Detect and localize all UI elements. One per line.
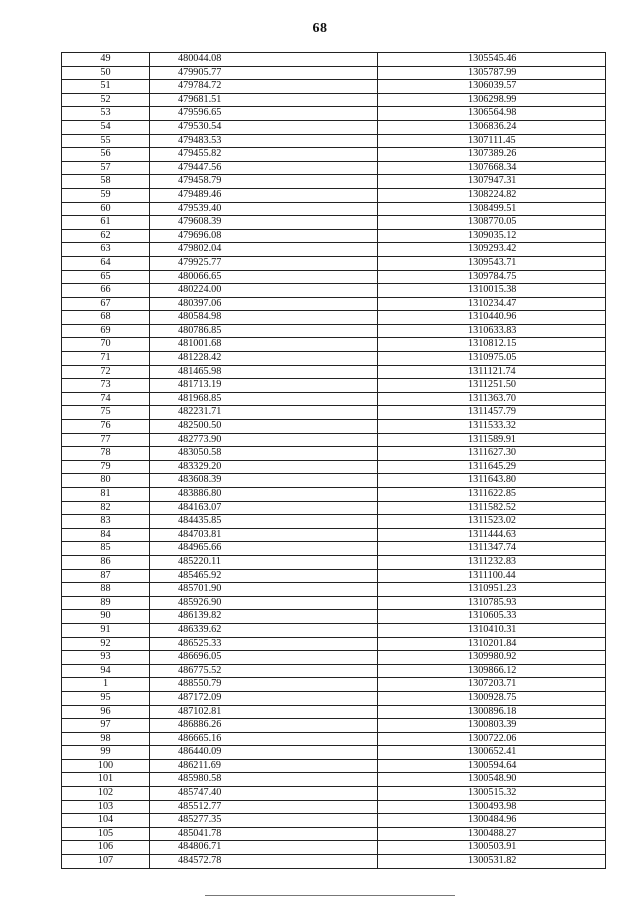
table-row bbox=[62, 691, 606, 705]
x-coordinate-cell: 479681.51 bbox=[150, 93, 378, 107]
point-number-cell: 78 bbox=[62, 447, 150, 461]
point-number-cell: 85 bbox=[62, 542, 150, 556]
y-coordinate-cell: 1311523.02 bbox=[378, 515, 606, 529]
point-number-cell: 63 bbox=[62, 243, 150, 257]
point-number-cell: 87 bbox=[62, 569, 150, 583]
table-row bbox=[62, 501, 606, 515]
table-row bbox=[62, 583, 606, 597]
table-row bbox=[62, 569, 606, 583]
x-coordinate-cell: 481713.19 bbox=[150, 379, 378, 393]
point-number-cell: 65 bbox=[62, 270, 150, 284]
y-coordinate-cell: 1310633.83 bbox=[378, 324, 606, 338]
table-row bbox=[62, 379, 606, 393]
point-number-cell: 58 bbox=[62, 175, 150, 189]
x-coordinate-cell: 479596.65 bbox=[150, 107, 378, 121]
point-number-cell: 77 bbox=[62, 433, 150, 447]
table-row bbox=[62, 841, 606, 855]
point-number-cell: 51 bbox=[62, 80, 150, 94]
x-coordinate-cell: 480786.85 bbox=[150, 324, 378, 338]
y-coordinate-cell: 1311533.32 bbox=[378, 420, 606, 434]
table-row bbox=[62, 542, 606, 556]
point-number-cell: 75 bbox=[62, 406, 150, 420]
table-row bbox=[62, 515, 606, 529]
y-coordinate-cell: 1309866.12 bbox=[378, 664, 606, 678]
y-coordinate-cell: 1310234.47 bbox=[378, 297, 606, 311]
x-coordinate-cell: 488550.79 bbox=[150, 678, 378, 692]
table-row bbox=[62, 297, 606, 311]
x-coordinate-cell: 479483.53 bbox=[150, 134, 378, 148]
table-row bbox=[62, 705, 606, 719]
point-number-cell: 104 bbox=[62, 814, 150, 828]
point-number-cell: 86 bbox=[62, 555, 150, 569]
table-row bbox=[62, 284, 606, 298]
point-number-cell: 101 bbox=[62, 773, 150, 787]
x-coordinate-cell: 486339.62 bbox=[150, 623, 378, 637]
y-coordinate-cell: 1307389.26 bbox=[378, 148, 606, 162]
x-coordinate-cell: 482500.50 bbox=[150, 420, 378, 434]
y-coordinate-cell: 1311363.70 bbox=[378, 392, 606, 406]
table-row bbox=[62, 93, 606, 107]
table-row bbox=[62, 148, 606, 162]
point-number-cell: 102 bbox=[62, 787, 150, 801]
point-number-cell: 106 bbox=[62, 841, 150, 855]
table-row bbox=[62, 352, 606, 366]
y-coordinate-cell: 1311627.30 bbox=[378, 447, 606, 461]
x-coordinate-cell: 487102.81 bbox=[150, 705, 378, 719]
y-coordinate-cell: 1306564.98 bbox=[378, 107, 606, 121]
table-row bbox=[62, 120, 606, 134]
x-coordinate-cell: 481968.85 bbox=[150, 392, 378, 406]
table-row bbox=[62, 270, 606, 284]
point-number-cell: 95 bbox=[62, 691, 150, 705]
x-coordinate-cell: 480584.98 bbox=[150, 311, 378, 325]
point-number-cell: 61 bbox=[62, 216, 150, 230]
x-coordinate-cell: 480066.65 bbox=[150, 270, 378, 284]
x-coordinate-cell: 486139.82 bbox=[150, 610, 378, 624]
point-number-cell: 70 bbox=[62, 338, 150, 352]
x-coordinate-cell: 485747.40 bbox=[150, 787, 378, 801]
table-row bbox=[62, 433, 606, 447]
point-number-cell: 105 bbox=[62, 827, 150, 841]
point-number-cell: 72 bbox=[62, 365, 150, 379]
table-row bbox=[62, 623, 606, 637]
table-row bbox=[62, 759, 606, 773]
y-coordinate-cell: 1311444.63 bbox=[378, 528, 606, 542]
x-coordinate-cell: 486440.09 bbox=[150, 746, 378, 760]
table-row bbox=[62, 243, 606, 257]
x-coordinate-cell: 480397.06 bbox=[150, 297, 378, 311]
point-number-cell: 56 bbox=[62, 148, 150, 162]
point-number-cell: 99 bbox=[62, 746, 150, 760]
table-row bbox=[62, 256, 606, 270]
x-coordinate-cell: 479447.56 bbox=[150, 161, 378, 175]
y-coordinate-cell: 1311232.83 bbox=[378, 555, 606, 569]
table-row bbox=[62, 80, 606, 94]
x-coordinate-cell: 479608.39 bbox=[150, 216, 378, 230]
y-coordinate-cell: 1310201.84 bbox=[378, 637, 606, 651]
table-row bbox=[62, 365, 606, 379]
y-coordinate-cell: 1308770.05 bbox=[378, 216, 606, 230]
y-coordinate-cell: 1310015.38 bbox=[378, 284, 606, 298]
table-row bbox=[62, 827, 606, 841]
y-coordinate-cell: 1307668.34 bbox=[378, 161, 606, 175]
x-coordinate-cell: 483608.39 bbox=[150, 474, 378, 488]
x-coordinate-cell: 479455.82 bbox=[150, 148, 378, 162]
table-row bbox=[62, 800, 606, 814]
point-number-cell: 57 bbox=[62, 161, 150, 175]
y-coordinate-cell: 1307203.71 bbox=[378, 678, 606, 692]
point-number-cell: 81 bbox=[62, 488, 150, 502]
table-row bbox=[62, 175, 606, 189]
point-number-cell: 79 bbox=[62, 460, 150, 474]
point-number-cell: 76 bbox=[62, 420, 150, 434]
x-coordinate-cell: 486775.52 bbox=[150, 664, 378, 678]
y-coordinate-cell: 1309784.75 bbox=[378, 270, 606, 284]
y-coordinate-cell: 1311645.29 bbox=[378, 460, 606, 474]
coordinates-table bbox=[61, 52, 606, 869]
point-number-cell: 92 bbox=[62, 637, 150, 651]
table-row bbox=[62, 161, 606, 175]
x-coordinate-cell: 481465.98 bbox=[150, 365, 378, 379]
y-coordinate-cell: 1311582.52 bbox=[378, 501, 606, 515]
table-row bbox=[62, 311, 606, 325]
table-row bbox=[62, 420, 606, 434]
x-coordinate-cell: 486211.69 bbox=[150, 759, 378, 773]
y-coordinate-cell: 1310812.15 bbox=[378, 338, 606, 352]
table-row bbox=[62, 555, 606, 569]
point-number-cell: 80 bbox=[62, 474, 150, 488]
page-number: 68 bbox=[312, 21, 328, 36]
point-number-cell: 49 bbox=[62, 53, 150, 67]
table-row bbox=[62, 678, 606, 692]
x-coordinate-cell: 483329.20 bbox=[150, 460, 378, 474]
point-number-cell: 96 bbox=[62, 705, 150, 719]
y-coordinate-cell: 1300652.41 bbox=[378, 746, 606, 760]
x-coordinate-cell: 484572.78 bbox=[150, 855, 378, 869]
y-coordinate-cell: 1300493.98 bbox=[378, 800, 606, 814]
y-coordinate-cell: 1300503.91 bbox=[378, 841, 606, 855]
table-row bbox=[62, 488, 606, 502]
x-coordinate-cell: 484163.07 bbox=[150, 501, 378, 515]
point-number-cell: 84 bbox=[62, 528, 150, 542]
table-row bbox=[62, 528, 606, 542]
table-row bbox=[62, 66, 606, 80]
y-coordinate-cell: 1300803.39 bbox=[378, 719, 606, 733]
coordinates-table-body bbox=[62, 53, 606, 869]
y-coordinate-cell: 1310410.31 bbox=[378, 623, 606, 637]
table-row bbox=[62, 338, 606, 352]
point-number-cell: 83 bbox=[62, 515, 150, 529]
y-coordinate-cell: 1309293.42 bbox=[378, 243, 606, 257]
y-coordinate-cell: 1309980.92 bbox=[378, 651, 606, 665]
y-coordinate-cell: 1311251.50 bbox=[378, 379, 606, 393]
table-row bbox=[62, 746, 606, 760]
x-coordinate-cell: 479539.40 bbox=[150, 202, 378, 216]
y-coordinate-cell: 1309035.12 bbox=[378, 229, 606, 243]
table-row bbox=[62, 596, 606, 610]
point-number-cell: 103 bbox=[62, 800, 150, 814]
y-coordinate-cell: 1305787.99 bbox=[378, 66, 606, 80]
x-coordinate-cell: 483886.80 bbox=[150, 488, 378, 502]
x-coordinate-cell: 479489.46 bbox=[150, 188, 378, 202]
x-coordinate-cell: 479530.54 bbox=[150, 120, 378, 134]
x-coordinate-cell: 481001.68 bbox=[150, 338, 378, 352]
y-coordinate-cell: 1300531.82 bbox=[378, 855, 606, 869]
x-coordinate-cell: 485701.90 bbox=[150, 583, 378, 597]
y-coordinate-cell: 1310975.05 bbox=[378, 352, 606, 366]
table-row bbox=[62, 447, 606, 461]
table-row bbox=[62, 773, 606, 787]
table-row bbox=[62, 406, 606, 420]
x-coordinate-cell: 485220.11 bbox=[150, 555, 378, 569]
y-coordinate-cell: 1300484.96 bbox=[378, 814, 606, 828]
y-coordinate-cell: 1306298.99 bbox=[378, 93, 606, 107]
x-coordinate-cell: 484965.66 bbox=[150, 542, 378, 556]
point-number-cell: 73 bbox=[62, 379, 150, 393]
y-coordinate-cell: 1300548.90 bbox=[378, 773, 606, 787]
y-coordinate-cell: 1308224.82 bbox=[378, 188, 606, 202]
point-number-cell: 69 bbox=[62, 324, 150, 338]
x-coordinate-cell: 485465.92 bbox=[150, 569, 378, 583]
y-coordinate-cell: 1310440.96 bbox=[378, 311, 606, 325]
point-number-cell: 71 bbox=[62, 352, 150, 366]
table-row bbox=[62, 134, 606, 148]
x-coordinate-cell: 479784.72 bbox=[150, 80, 378, 94]
y-coordinate-cell: 1310785.93 bbox=[378, 596, 606, 610]
point-number-cell: 97 bbox=[62, 719, 150, 733]
x-coordinate-cell: 486665.16 bbox=[150, 732, 378, 746]
x-coordinate-cell: 482231.71 bbox=[150, 406, 378, 420]
table-row bbox=[62, 664, 606, 678]
y-coordinate-cell: 1310605.33 bbox=[378, 610, 606, 624]
x-coordinate-cell: 480044.08 bbox=[150, 53, 378, 67]
table-row bbox=[62, 229, 606, 243]
table-row bbox=[62, 107, 606, 121]
y-coordinate-cell: 1308499.51 bbox=[378, 202, 606, 216]
x-coordinate-cell: 485980.58 bbox=[150, 773, 378, 787]
table-row bbox=[62, 474, 606, 488]
y-coordinate-cell: 1311643.80 bbox=[378, 474, 606, 488]
x-coordinate-cell: 486886.26 bbox=[150, 719, 378, 733]
x-coordinate-cell: 486525.33 bbox=[150, 637, 378, 651]
table-row bbox=[62, 460, 606, 474]
y-coordinate-cell: 1300722.06 bbox=[378, 732, 606, 746]
y-coordinate-cell: 1311622.85 bbox=[378, 488, 606, 502]
x-coordinate-cell: 482773.90 bbox=[150, 433, 378, 447]
y-coordinate-cell: 1307947.31 bbox=[378, 175, 606, 189]
x-coordinate-cell: 485926.90 bbox=[150, 596, 378, 610]
y-coordinate-cell: 1311457.79 bbox=[378, 406, 606, 420]
y-coordinate-cell: 1300928.75 bbox=[378, 691, 606, 705]
table-row bbox=[62, 216, 606, 230]
point-number-cell: 90 bbox=[62, 610, 150, 624]
point-number-cell: 54 bbox=[62, 120, 150, 134]
table-row bbox=[62, 188, 606, 202]
point-number-cell: 91 bbox=[62, 623, 150, 637]
x-coordinate-cell: 485277.35 bbox=[150, 814, 378, 828]
point-number-cell: 59 bbox=[62, 188, 150, 202]
y-coordinate-cell: 1305545.46 bbox=[378, 53, 606, 67]
x-coordinate-cell: 481228.42 bbox=[150, 352, 378, 366]
table-row bbox=[62, 610, 606, 624]
table-row bbox=[62, 202, 606, 216]
point-number-cell: 62 bbox=[62, 229, 150, 243]
y-coordinate-cell: 1300896.18 bbox=[378, 705, 606, 719]
y-coordinate-cell: 1307111.45 bbox=[378, 134, 606, 148]
x-coordinate-cell: 483050.58 bbox=[150, 447, 378, 461]
y-coordinate-cell: 1309543.71 bbox=[378, 256, 606, 270]
y-coordinate-cell: 1306039.57 bbox=[378, 80, 606, 94]
point-number-cell: 53 bbox=[62, 107, 150, 121]
x-coordinate-cell: 487172.09 bbox=[150, 691, 378, 705]
x-coordinate-cell: 479696.08 bbox=[150, 229, 378, 243]
table-row bbox=[62, 637, 606, 651]
point-number-cell: 1 bbox=[62, 678, 150, 692]
x-coordinate-cell: 484703.81 bbox=[150, 528, 378, 542]
y-coordinate-cell: 1306836.24 bbox=[378, 120, 606, 134]
y-coordinate-cell: 1310951.23 bbox=[378, 583, 606, 597]
point-number-cell: 74 bbox=[62, 392, 150, 406]
x-coordinate-cell: 485041.78 bbox=[150, 827, 378, 841]
point-number-cell: 55 bbox=[62, 134, 150, 148]
point-number-cell: 82 bbox=[62, 501, 150, 515]
x-coordinate-cell: 479802.04 bbox=[150, 243, 378, 257]
point-number-cell: 52 bbox=[62, 93, 150, 107]
point-number-cell: 68 bbox=[62, 311, 150, 325]
point-number-cell: 93 bbox=[62, 651, 150, 665]
y-coordinate-cell: 1300488.27 bbox=[378, 827, 606, 841]
table-row bbox=[62, 651, 606, 665]
footer-rule bbox=[205, 895, 455, 896]
x-coordinate-cell: 486696.05 bbox=[150, 651, 378, 665]
point-number-cell: 89 bbox=[62, 596, 150, 610]
point-number-cell: 98 bbox=[62, 732, 150, 746]
x-coordinate-cell: 479925.77 bbox=[150, 256, 378, 270]
table-row bbox=[62, 53, 606, 67]
point-number-cell: 94 bbox=[62, 664, 150, 678]
point-number-cell: 60 bbox=[62, 202, 150, 216]
x-coordinate-cell: 484435.85 bbox=[150, 515, 378, 529]
y-coordinate-cell: 1311589.91 bbox=[378, 433, 606, 447]
y-coordinate-cell: 1311347.74 bbox=[378, 542, 606, 556]
y-coordinate-cell: 1300515.32 bbox=[378, 787, 606, 801]
x-coordinate-cell: 479458.79 bbox=[150, 175, 378, 189]
x-coordinate-cell: 480224.00 bbox=[150, 284, 378, 298]
point-number-cell: 66 bbox=[62, 284, 150, 298]
x-coordinate-cell: 479905.77 bbox=[150, 66, 378, 80]
point-number-cell: 64 bbox=[62, 256, 150, 270]
table-row bbox=[62, 719, 606, 733]
point-number-cell: 100 bbox=[62, 759, 150, 773]
table-row bbox=[62, 732, 606, 746]
point-number-cell: 107 bbox=[62, 855, 150, 869]
point-number-cell: 88 bbox=[62, 583, 150, 597]
y-coordinate-cell: 1311100.44 bbox=[378, 569, 606, 583]
x-coordinate-cell: 485512.77 bbox=[150, 800, 378, 814]
point-number-cell: 67 bbox=[62, 297, 150, 311]
y-coordinate-cell: 1300594.64 bbox=[378, 759, 606, 773]
table-row bbox=[62, 814, 606, 828]
x-coordinate-cell: 484806.71 bbox=[150, 841, 378, 855]
table-row bbox=[62, 855, 606, 869]
table-row bbox=[62, 787, 606, 801]
table-row bbox=[62, 392, 606, 406]
table-row bbox=[62, 324, 606, 338]
point-number-cell: 50 bbox=[62, 66, 150, 80]
y-coordinate-cell: 1311121.74 bbox=[378, 365, 606, 379]
